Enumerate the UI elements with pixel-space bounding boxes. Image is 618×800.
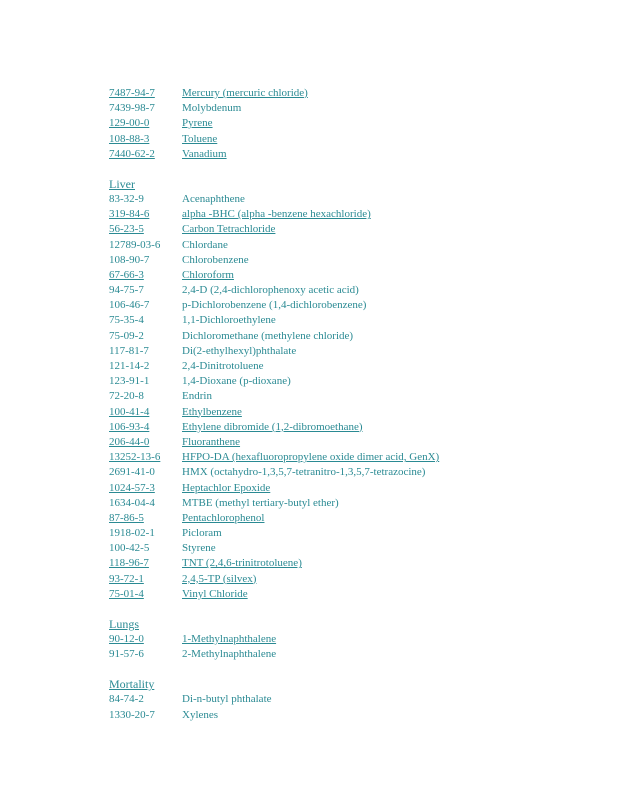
list-item[interactable] [109, 405, 589, 420]
list-item[interactable] [109, 481, 589, 496]
list-item[interactable] [109, 420, 589, 435]
list-item[interactable] [109, 86, 589, 101]
cas-number: 94-75-7 [109, 284, 144, 297]
cas-number-link[interactable]: 319-84-6 [109, 208, 150, 221]
chemical-name: Dichloromethane (methylene chloride) [182, 329, 354, 342]
cas-number-link[interactable]: 13252-13-6 [109, 451, 161, 464]
chemical-name-link[interactable]: Pyrene [182, 117, 213, 130]
chemical-name: Di(2-ethylhexyl)phthalate [182, 344, 297, 357]
chemical-name: Picloram [182, 527, 222, 540]
chemical-name-link[interactable]: TNT (2,4,6-trinitrotoluene) [182, 557, 302, 570]
list-item [109, 708, 589, 723]
chemical-name-link[interactable]: Heptachlor Epoxide [182, 481, 271, 494]
cas-number-link[interactable]: 87-86-5 [109, 511, 144, 524]
chemical-name-link[interactable]: Ethylene dibromide (1,2-dibromoethane) [182, 420, 363, 433]
cas-number-link[interactable]: 93-72-1 [109, 572, 144, 585]
chemical-name: 2-Methylnaphthalene [182, 648, 277, 661]
list-item [109, 192, 589, 207]
chemical-name: 1,4-Dioxane (p-dioxane) [182, 375, 291, 388]
chemical-name-link[interactable]: Chloroform [182, 268, 234, 281]
chemical-name: 2,4-Dinitrotoluene [182, 360, 264, 372]
cas-number: 12789-03-6 [109, 238, 161, 251]
cas-number-link[interactable]: 7487-94-7 [109, 87, 155, 99]
list-item[interactable] [109, 132, 589, 147]
cas-number-link[interactable]: 100-41-4 [109, 405, 150, 418]
list-item[interactable] [109, 572, 589, 587]
chemical-name-link[interactable]: 2,4,5-TP (silvex) [182, 572, 257, 585]
section-spacer [109, 162, 589, 176]
chemical-name: Styrene [182, 542, 216, 555]
section-spacer [109, 602, 589, 616]
chemical-name: Di-n-butyl phthalate [182, 693, 272, 706]
list-item[interactable] [109, 632, 589, 647]
list-item [109, 283, 589, 298]
chemical-name-link[interactable]: Vanadium [182, 147, 227, 160]
cas-number: 91-57-6 [109, 648, 144, 661]
cas-number: 1634-04-4 [109, 496, 155, 509]
list-item[interactable] [109, 222, 589, 237]
chemical-name-link[interactable]: Mercury (mercuric chloride) [182, 87, 308, 99]
cas-number: 75-35-4 [109, 314, 144, 327]
section-spacer [109, 662, 589, 676]
cas-number: 1918-02-1 [109, 527, 155, 540]
cas-number: 100-42-5 [109, 542, 150, 555]
chemical-name-link[interactable]: Vinyl Chloride [182, 587, 248, 600]
list-item [109, 374, 589, 389]
cas-number: 108-90-7 [109, 253, 150, 266]
chemical-name-link[interactable]: alpha -BHC (alpha -benzene hexachloride) [182, 208, 371, 221]
chemical-name: 2,4-D (2,4-dichlorophenoxy acetic acid) [182, 284, 359, 297]
chemical-name: Molybdenum [182, 102, 242, 115]
cas-number: 2691-41-0 [109, 466, 155, 479]
list-item [109, 238, 589, 253]
list-item [109, 692, 589, 707]
section-heading[interactable]: Liver [109, 176, 135, 191]
cas-number-link[interactable]: 67-66-3 [109, 268, 144, 281]
list-item[interactable] [109, 207, 589, 222]
chemical-name-link[interactable]: 1-Methylnaphthalene [182, 633, 277, 645]
cas-number-link[interactable]: 108-88-3 [109, 132, 150, 145]
cas-number: 117-81-7 [109, 344, 149, 357]
cas-number: 123-91-1 [109, 375, 150, 388]
list-item [109, 465, 589, 480]
list-item [109, 298, 589, 313]
list-item [109, 647, 589, 662]
cas-number-link[interactable]: 1024-57-3 [109, 481, 155, 494]
list-item [109, 389, 589, 404]
chemical-name: Acenaphthene [182, 192, 245, 205]
chemical-list [109, 86, 589, 723]
section-heading[interactable]: Mortality [109, 677, 155, 692]
list-item [109, 496, 589, 511]
list-item [109, 359, 589, 374]
cas-number-link[interactable]: 129-00-0 [109, 117, 150, 130]
cas-number: 84-74-2 [109, 693, 144, 706]
list-item[interactable] [109, 511, 589, 526]
chemical-name: Xylenes [182, 708, 219, 721]
list-item[interactable] [109, 147, 589, 162]
chemical-name-link[interactable]: Pentachlorophenol [182, 511, 265, 524]
list-item[interactable] [109, 435, 589, 450]
chemical-name-link[interactable]: Toluene [182, 132, 218, 145]
list-item [109, 313, 589, 328]
list-item[interactable] [109, 587, 589, 602]
chemical-name: Chlordane [182, 238, 228, 251]
cas-number: 106-46-7 [109, 299, 150, 312]
cas-number-link[interactable]: 118-96-7 [109, 557, 149, 570]
cas-number-link[interactable]: 75-01-4 [109, 587, 144, 600]
chemical-name-link[interactable]: Fluoranthene [182, 435, 241, 448]
chemical-name-link[interactable]: Carbon Tetrachloride [182, 223, 276, 236]
section-heading[interactable]: Lungs [109, 617, 139, 631]
list-item [109, 329, 589, 344]
cas-number: 72-20-8 [109, 390, 144, 403]
cas-number: 1330-20-7 [109, 708, 155, 721]
cas-number-link[interactable]: 206-44-0 [109, 435, 150, 448]
chemical-name: Endrin [182, 390, 212, 403]
cas-number: 121-14-2 [109, 360, 150, 372]
list-item[interactable] [109, 268, 589, 283]
cas-number-link[interactable]: 56-23-5 [109, 223, 144, 236]
chemical-name-link[interactable]: Ethylbenzene [182, 405, 242, 418]
chemical-name: 1,1-Dichloroethylene [182, 314, 276, 327]
cas-number: 75-09-2 [109, 329, 144, 342]
cas-number: 7439-98-7 [109, 102, 155, 115]
list-item [109, 344, 589, 359]
list-item [109, 541, 589, 556]
chemical-name: HMX (octahydro-1,3,5,7-tetranitro-1,3,5,7-tetrazocine) [182, 466, 426, 479]
chemical-name-link[interactable]: HFPO-DA (hexafluoropropylene oxide dimer acid, GenX) [182, 451, 440, 464]
cas-number-link[interactable]: 7440-62-2 [109, 147, 155, 160]
chemical-name: MTBE (methyl tertiary-butyl ether) [182, 496, 339, 509]
chemical-name: Chlorobenzene [182, 253, 249, 266]
list-item [109, 253, 589, 268]
list-item [109, 101, 589, 116]
list-item[interactable] [109, 556, 589, 571]
cas-number-link[interactable]: 90-12-0 [109, 633, 144, 645]
list-item[interactable] [109, 116, 589, 131]
list-item[interactable] [109, 450, 589, 465]
cas-number-link[interactable]: 106-93-4 [109, 420, 150, 433]
list-item [109, 526, 589, 541]
cas-number: 83-32-9 [109, 192, 144, 205]
chemical-name: p-Dichlorobenzene (1,4-dichlorobenzene) [182, 299, 367, 312]
